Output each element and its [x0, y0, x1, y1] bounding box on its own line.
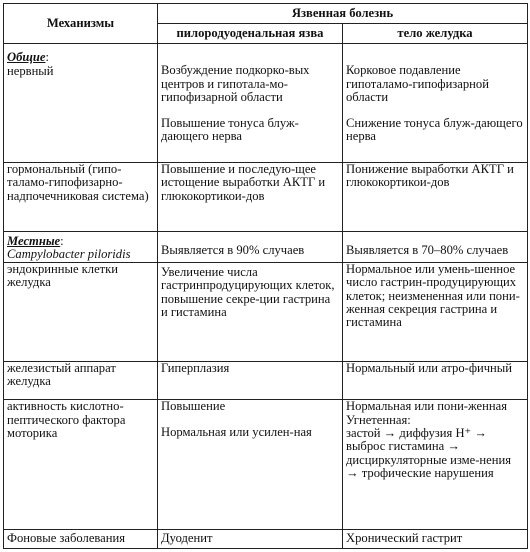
cell-gb-campylobacter: Выявляется в 70–80% случаев	[343, 231, 528, 262]
cell-gb-hormonal: Понижение выработки АКТГ и глюкокортикои-дов	[343, 162, 528, 231]
cell-mechanism-background: Фоновые заболевания	[4, 529, 158, 548]
cell-gb-glandular: Нормальный или атро-фичный	[343, 361, 528, 399]
row-background	[4, 529, 528, 548]
cell-pd-campylobacter: Выявляется в 90% случаев	[158, 231, 343, 262]
header-gastric-body: тело желудка	[343, 24, 528, 44]
cell-mechanism-acid-motility	[4, 400, 158, 529]
header-pyloroduodenal: пилородуоденальная язва	[158, 24, 343, 44]
ulcer-mechanisms-table	[3, 3, 528, 549]
mechanism-nervous: нервный	[7, 63, 54, 78]
cell-gb-nervous: Корковое подавление гипоталамо-гипофизарной области Снижение тонуса блуж-дающего нерва	[343, 44, 528, 162]
cell-mechanism-hormonal: гормональный (гипо-таламо-гипофизарно-надпочечниковая система)	[4, 162, 158, 231]
row-local-acid-motility	[4, 400, 528, 529]
section-title-local: Местные:	[7, 233, 64, 248]
cell-mechanism-general	[4, 44, 158, 162]
cell-gb-acid-motility: Нормальная или пони-женная Угнетенная: застой → диффузия H⁺ → выброс гистамина → дисциркуляторные изме-нения → трофические нарушения	[343, 400, 528, 529]
cell-mechanism-endocrine: эндокринные клетки желудка	[4, 262, 158, 361]
cell-mechanism-campylobacter	[4, 231, 158, 262]
mechanism-campylobacter: Campylobacter piloridis	[7, 246, 131, 261]
row-local-glandular	[4, 361, 528, 399]
mechanism-motility: моторика	[7, 426, 58, 441]
cell-pd-background: Дуоденит	[158, 529, 343, 548]
cell-pd-nervous: Возбуждение подкорко-вых центров и гипотала-мо-гипофизарной области Повышение тонуса блуж-дающего нерва	[158, 44, 343, 162]
row-general-nervous	[4, 44, 528, 162]
row-local-campylobacter	[4, 231, 528, 262]
cell-pd-hormonal: Повышение и последую-щее истощение выработки АКТГ и глюкокортикои-дов	[158, 162, 343, 231]
section-title-general: Общие:	[7, 50, 49, 65]
header-row-1	[4, 4, 528, 24]
cell-mechanism-glandular: железистый аппарат желудка	[4, 361, 158, 399]
row-local-endocrine	[4, 262, 528, 361]
cell-pd-endocrine: Увеличение числа гастринпродуцирующих клеток, повышение секре-ции гастрина и гистамина	[158, 262, 343, 361]
mechanism-acid-peptic: активность кислотно-пептического фактора	[7, 399, 126, 427]
header-mechanisms: Механизмы	[4, 4, 158, 44]
cell-gb-background: Хронический гастрит	[343, 529, 528, 548]
cell-gb-endocrine: Нормальное или умень-шенное число гастрин-продуцирующих клеток; неизмененная или пони-женная секреция гастрина и гистамина	[343, 262, 528, 361]
cell-pd-glandular: Гиперплазия	[158, 361, 343, 399]
row-general-hormonal	[4, 162, 528, 231]
cell-pd-acid-motility: Повышение Нормальная или усилен-ная	[158, 400, 343, 529]
header-ulcer-disease: Язвенная болезнь	[158, 4, 528, 24]
